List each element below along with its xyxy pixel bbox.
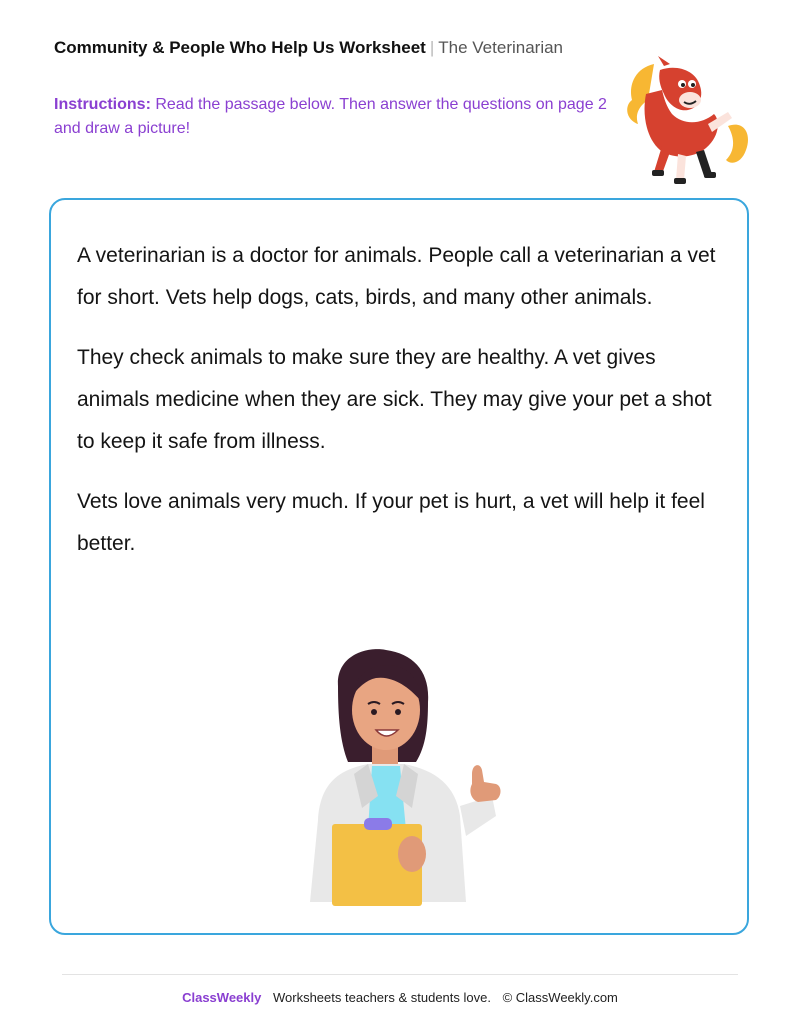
worksheet-title-main: Community & People Who Help Us Worksheet xyxy=(54,38,426,57)
title-separator: | xyxy=(429,38,435,57)
footer-copyright: © ClassWeekly.com xyxy=(502,990,618,1005)
veterinarian-illustration xyxy=(296,646,512,908)
passage-paragraph-3: Vets love animals very much. If your pet is hurt, a vet will help it feel better. xyxy=(77,490,705,555)
footer-divider xyxy=(62,974,738,975)
footer-tagline: Worksheets teachers & students love. xyxy=(272,990,491,1005)
instructions-text: Read the passage below. Then answer the questions on page 2 and draw a picture! xyxy=(54,96,607,137)
passage-paragraph-1: A veterinarian is a doctor for animals. People call a veterinarian a vet for short. Vets help dogs, cats, birds, and many other animals. xyxy=(77,244,716,309)
instructions-label: Instructions: xyxy=(54,96,151,113)
worksheet-subtitle: The Veterinarian xyxy=(438,38,564,57)
footer-brand: ClassWeekly xyxy=(182,990,262,1005)
footer xyxy=(0,990,800,1005)
worksheet-title xyxy=(54,38,563,58)
passage-paragraph-2: They check animals to make sure they are healthy. A vet gives animals medicine when they are sick. They may give your pet a shot to keep it safe from illness. xyxy=(77,346,712,453)
instructions xyxy=(54,93,614,141)
passage xyxy=(77,235,717,583)
cartoon-horse-illustration xyxy=(616,54,756,188)
